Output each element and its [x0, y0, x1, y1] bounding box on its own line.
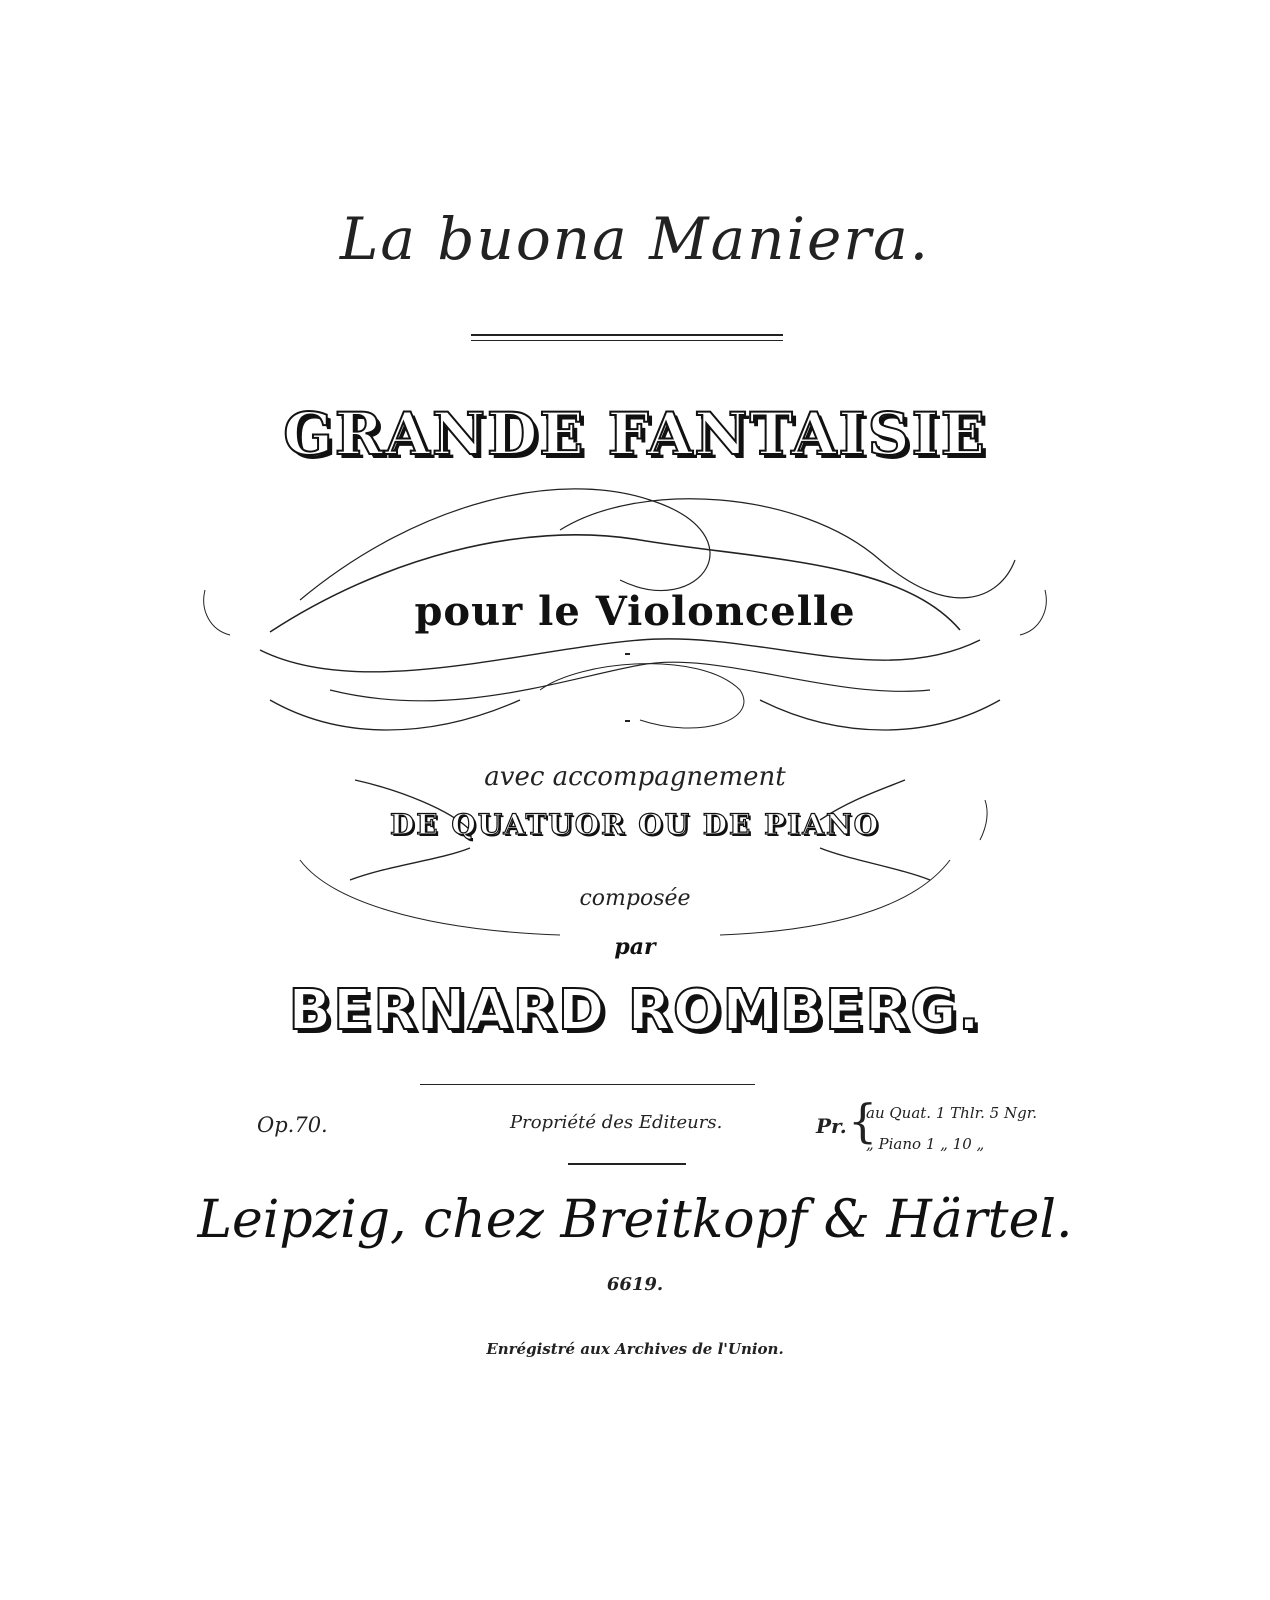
header-script: La buona Maniera.	[339, 205, 931, 273]
ensemble-line: DE QUATUOR OU DE PIANO	[390, 808, 880, 841]
divider-rule-lower	[420, 1084, 755, 1085]
publisher-line: Leipzig, chez Breitkopf & Härtel.	[197, 1190, 1073, 1250]
registration-note: Enrégistré aux Archives de l'Union.	[486, 1340, 784, 1358]
divider-rule	[471, 334, 783, 336]
divider-rule-short	[568, 1163, 686, 1165]
par-line: par	[614, 934, 656, 960]
opus-number: Op.70.	[257, 1113, 328, 1137]
accompaniment-line: avec accompagnement	[484, 762, 786, 792]
composed-line: composée	[579, 886, 691, 911]
price-piano: „ Piano 1 „ 10 „	[866, 1135, 985, 1153]
plate-number: 6619.	[606, 1274, 664, 1295]
rights-notice: Propriété des Editeurs.	[510, 1112, 723, 1133]
composer-name: BERNARD ROMBERG.	[288, 978, 982, 1043]
brace-icon: {	[848, 1094, 878, 1148]
price-label: Pr.	[816, 1114, 847, 1138]
instrument-line: pour le Violoncelle	[414, 588, 856, 635]
price-quartet: au Quat. 1 Thlr. 5 Ngr.	[866, 1104, 1037, 1122]
divider-rule-thin	[471, 340, 783, 341]
main-title: GRANDE FANTAISIE	[283, 400, 987, 468]
